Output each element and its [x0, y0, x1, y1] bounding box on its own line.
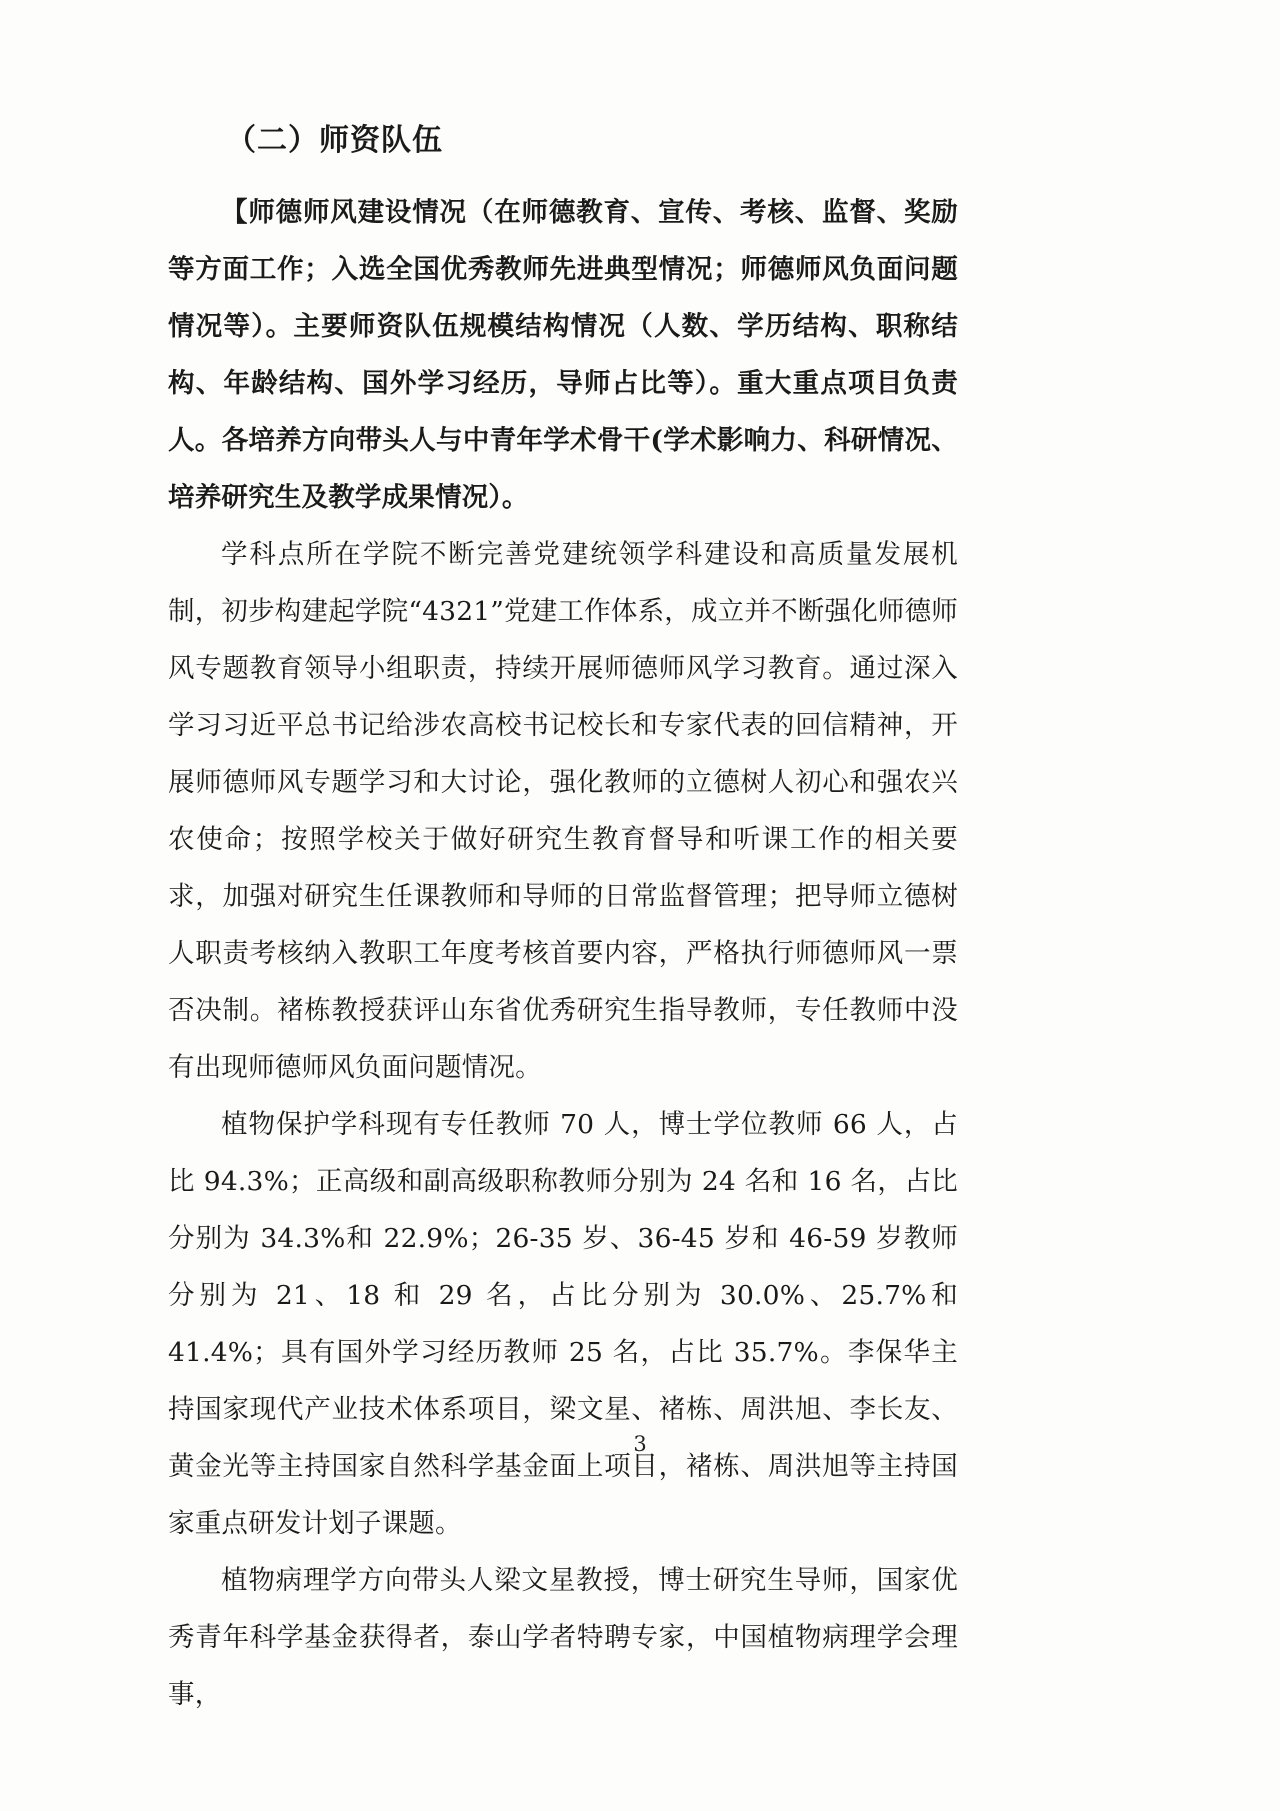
page-content	[168, 120, 958, 1723]
paragraph-plant-pathology-leader: 植物病理学方向带头人梁文星教授，博士研究生导师，国家优秀青年科学基金获得者，泰山学者特聘专家，中国植物病理学会理事，	[168, 1565, 958, 1710]
paragraph-bracket-note: 【师德师风建设情况（在师德教育、宣传、考核、监督、奖励等方面工作；入选全国优秀教师先进典型情况；师德师风负面问题情况等）。主要师资队伍规模结构情况（人数、学历结构、职称结构、年龄结构、国外学习经历，导师占比等）。重大重点项目负责人。各培养方向带头人与中青年学术骨干(学术影响力、科研情况、培养研究生及教学成果情况）。	[168, 197, 958, 513]
paragraph-faculty-statistics: 植物保护学科现有专任教师 70 人，博士学位教师 66 人，占比 94.3%；正高级和副高级职称教师分别为 24 名和 16 名，占比分别为 34.3%和 22.9%；26-35 岁、36-45 岁和 46-59 岁教师分别为 21、18 和 29 名，占比分别为 30.0%、25.7%和 41.4%；具有国外学习经历教师 25 名，占比 35.7%。李保华主持国家现代产业技术体系项目，梁文星、褚栋、周洪旭、李长友、黄金光等主持国家自然科学基金面上项目，褚栋、周洪旭等主持国家重点研发计划子课题。	[168, 1109, 958, 1539]
paragraph-party-building: 学科点所在学院不断完善党建统领学科建设和高质量发展机制，初步构建起学院“4321”党建工作体系，成立并不断强化师德师风专题教育领导小组职责，持续开展师德师风学习教育。通过深入学习习近平总书记给涉农高校书记校长和专家代表的回信精神，开展师德师风专题学习和大讨论，强化教师的立德树人初心和强农兴农使命；按照学校关于做好研究生教育督导和听课工作的相关要求，加强对研究生任课教师和导师的日常监督管理；把导师立德树人职责考核纳入教职工年度考核首要内容，严格执行师德师风一票否决制。褚栋教授获评山东省优秀研究生指导教师，专任教师中没有出现师德师风负面问题情况。	[168, 539, 958, 1083]
section-heading: （二）师资队伍	[226, 123, 443, 158]
page-number: 3	[633, 1432, 647, 1456]
